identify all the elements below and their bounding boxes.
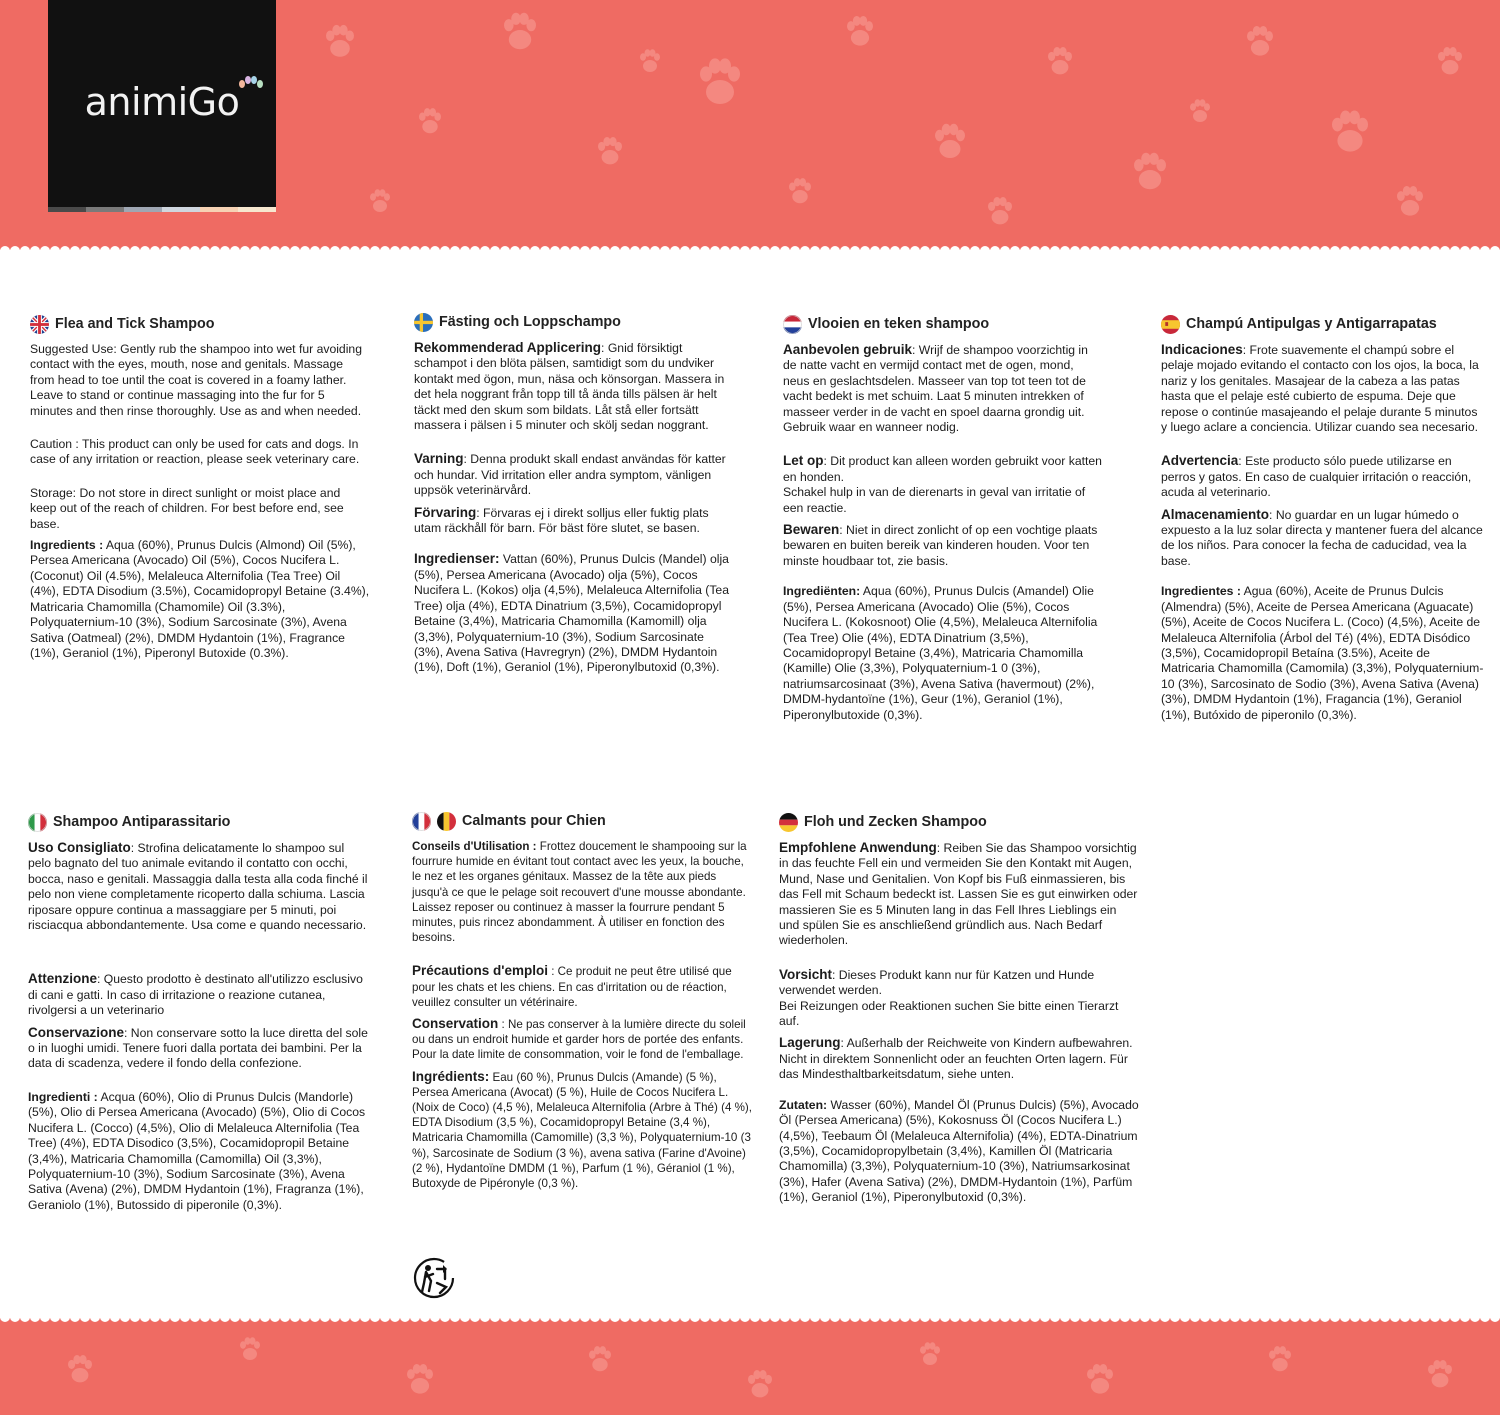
paw-print-icon <box>1091 1378 1109 1394</box>
section-heading <box>28 813 368 832</box>
paw-print-icon <box>792 190 807 203</box>
paw-pattern <box>0 1318 1500 1415</box>
paw-print-icon <box>956 130 965 141</box>
warning-text: Précautions d'emploi : Ce produit ne peut être utilisé que pour les chats et les chiens. En cas d'irritation ou de réaction, veuillez consulter un vétérinaire. <box>412 963 732 1009</box>
paw-print-icon <box>1065 52 1072 61</box>
paw-print-icon <box>1337 130 1362 152</box>
paw-print-icon <box>615 142 622 151</box>
paw-print-icon <box>434 113 441 121</box>
paw-print-icon <box>509 30 531 49</box>
ingredients-text: Ingrédients: Eau (60 %), Prunus Dulcis (Amande) (5 %), Persea Americana (Avocat) (5 %), Huile de Cocos Nucifera L. (Noix de Coco) (4,5 %), Melaleuca Alternifolia (Arbre à Thé) (4 %), EDTA Disodium (3,5 %), Cocamidopropyl Betaine (3,4 %), Matricaria Chamomilla (Camomille) (3,3 %), Polyquaternium-10 (3 %), Sarcosinate de Sodium (3 %), avena sativa (Farine d'Avoine) (2 %), Hydantoïne DMDM (1 %), Parfum (1 %), Géraniol (1 %), Butoxyde de Pipéronyle (0,3 %). <box>412 1068 752 1191</box>
paw-print-icon <box>992 210 1009 224</box>
storage-text: Bewaren: Niet in direct zonlicht of op een vochtige plaats bewaren en buiten bereik van kinderen houden. Voor ten minste houdbaar tot, zie basis. <box>783 522 1098 568</box>
paw-print-icon <box>1455 52 1462 61</box>
paw-print-icon <box>728 66 740 81</box>
paw-print-icon <box>940 140 961 158</box>
paw-print-icon <box>654 53 660 61</box>
ingredients-text: Ingredients : Aqua (60%), Prunus Dulcis (Almond) Oil (5%), Persea Americana (Avocado) Oil (5%), Cocos Nucifera L. (Coconut) Oil (4.5%), Melaleuca Alternifolia (Tea Tree) Oil (4%), EDTA Disodium (3.5%), Cocamidopropyl Betaine (3.4%), Matricaria Chamomilla (Chamomile) Oil (3.3%), Polyquaternium-10 (3%), Sodium Sarcosinate (3%), Avena Sativa (Oatmeal) (2%), DMDM Hydantoin (1%), Fragrance (1%), Geraniol (1%), Piperonyl Butoxide (0.3%). <box>30 538 370 660</box>
paw-print-icon <box>85 1360 92 1369</box>
section-dutch <box>783 315 1103 723</box>
paw-print-icon <box>1432 1373 1449 1387</box>
usage-text: Aanbevolen gebruik: Wrijf de shampoo voorzichtig in de natte vacht en vermijd contact met de ogen, mond, neus en geslachtsdelen. Masseer van top tot teen tot de vacht bedekt is met schuim. Laat 5 minuten intrekken of masseer verder in de vacht en spoel daarna grondig uit. Gebruik waar en wanneer nodig. <box>783 342 1088 435</box>
warning-text: Let op: Dit product kan alleen worden gebruikt voor katten en honden. <box>783 453 1102 484</box>
paw-print-icon <box>643 60 657 72</box>
paw-print-icon <box>752 1383 769 1397</box>
paw-print-icon <box>330 40 350 57</box>
section-french <box>412 812 752 1191</box>
paw-print-icon <box>1272 1358 1287 1371</box>
section-swedish <box>414 313 734 676</box>
sweden-flag-icon <box>414 313 433 332</box>
paw-print-icon <box>602 150 619 164</box>
storage-text: Conservazione: Non conservare sotto la luce diretta del sole o in luoghi umidi. Tenere fuori dalla portata dei bambini. Per la data di scadenza, vedere il fondo della confezione. <box>28 1024 368 1071</box>
storage-text: Storage: Do not store in direct sunlight or moist place and keep out of the reach of children. For best before end, see base. <box>30 485 344 531</box>
paw-print-icon <box>1265 31 1273 41</box>
section-heading <box>783 315 1103 334</box>
storage-text: Förvaring: Förvaras ej i direkt solljus eller fuktig plats utam räckhåll för barn. För bäst före slutet, se basen. <box>414 504 709 536</box>
section-title: Shampoo Antiparassitario <box>53 813 231 830</box>
paw-print-icon <box>923 1353 937 1365</box>
section-german <box>779 813 1139 1206</box>
triman-recycling-icon <box>413 1257 457 1299</box>
paw-print-icon <box>254 1341 260 1349</box>
paw-print-icon <box>851 30 869 46</box>
usage-text: Empfohlene Anwendung: Reiben Sie das Shampoo vorsichtig in das feuchte Fell ein und vermeiden Sie den Kontakt mit Augen, Mund, Nase und Genitalien. Von Kopf bis Fuß einmassieren, bis das Fell mit Schaum bedeckt ist. Lassen Sie es gut einwirken oder massieren Sie es 5 Minuten lang in das Fell Ihres Lieblings ein und spülen Sie es anschließend gründlich aus. Nach Bedarf wiederholen. <box>779 840 1138 948</box>
paw-print-icon <box>1357 118 1368 132</box>
ingredients-text: Ingrediënten: Aqua (60%), Prunus Dulcis (Amandel) Olie (5%), Persea Americana (Avocado) Olie (5%), Cocos Nucifera L. (Kokosnoot) Olie (4,5%), Melaleuca Alternifolia (Tea Tree) Olie (4%), EDTA Dinatrium (3,5%), Cocamidopropyl Betaine (3,4%), Matricaria Chamomilla (Kamille) Olie (3,3%), Polyquaternium-1 0 (3%), natriumsarcosinaat (3%), Avena Sativa (havermout) (2%), DMDM-hydantoïne (1%), Geur (1%), Geraniol (1%), Piperonylbutoxide (0,3%). <box>783 584 1098 722</box>
paw-print-icon <box>1105 1369 1113 1379</box>
warning-text: Attenzione: Questo prodotto è destinato all'utilizzo esclusivo di cani e gatti. In caso di irritazione o reazione cutanea, rivolgersi a un veterinario <box>28 971 363 1018</box>
paw-print-icon <box>1284 1351 1291 1359</box>
warning-text: Varning: Denna produkt skall endast användas för katter och hundar. Vid irritation eller andra symptom, vänligen uppsök veterinärvård. <box>414 451 726 498</box>
storage-text: Lagerung: Außerhalb der Reichweite von Kindern aufbewahren. Nicht in direktem Sonnenlicht oder an feuchten Orten lagern. Für das Mindesthaltbarkeitsdatum, siehe unten. <box>779 1035 1133 1082</box>
warning-text-2: Schakel hulp in van de dierenarts in geval van irritatie of een reactie. <box>783 485 1086 515</box>
france-flag-icon <box>412 812 431 831</box>
paw-print-icon <box>1251 40 1269 56</box>
ingredients-text: Ingredienser: Vattan (60%), Prunus Dulcis (Mandel) olja (5%), Persea Americana (Avocado) olja (5%), Cocos Nucifera L. (Kokos) olja (4,5%), Melaleuca Alternifolia (Tea Tree) olja (4%), EDTA Dinatrium (3,5%), Cocamidopropyl Betaine (3,4%), Matricaria Chamomilla (Kamomill) olja (3,3%), Polyquaternium-10 (3%), Sodium Sarcosinate (3%), Avena Sativa (Havregryn) (2%), DMDM Hydantoin (1%), Doft (1%), Geraniol (1%), Piperonylbutoxid (0,3%). <box>414 551 729 675</box>
paw-print-icon <box>1139 170 1161 189</box>
paw-print-icon <box>72 1368 89 1382</box>
section-title: Champú Antipulgas y Antigarrapatas <box>1186 315 1437 332</box>
paw-print-icon <box>804 183 811 191</box>
paw-print-icon <box>865 21 873 31</box>
section-heading <box>414 313 734 332</box>
section-english <box>30 315 370 661</box>
section-heading <box>1161 315 1486 334</box>
paw-print-icon <box>1204 103 1210 111</box>
section-spanish <box>1161 315 1486 723</box>
spain-flag-icon <box>1161 315 1180 334</box>
caution-text: Caution : This product can only be used for cats and dogs. In case of any irritation or reaction, please seek veterinary care. <box>30 437 360 467</box>
paw-print-icon <box>1415 191 1423 201</box>
paw-icon <box>238 75 264 91</box>
usage-text: Indicaciones: Frote suavemente el champú sobre el pelaje mojado evitando el contacto con los ojos, la boca, la nariz y los genitales. Masajear de la cabeza a las patas hasta que el pelaje esté cubierto de espuma. Deje que repose o continúe masajeando el pelaje durante 5 minutos y luego aclare a conciencia. Utilizar cuando sea necesario. <box>1161 342 1479 435</box>
uk-flag-icon <box>30 315 49 334</box>
paw-print-icon <box>411 1378 429 1394</box>
belgium-flag-icon <box>437 812 456 831</box>
paw-print-icon <box>384 193 390 201</box>
paw-print-icon <box>425 1369 433 1379</box>
section-heading <box>412 812 752 831</box>
paw-print-icon <box>706 80 734 104</box>
germany-flag-icon <box>779 813 798 832</box>
usage-text: Conseils d'Utilisation : Frottez doucement le shampooing sur la fourrure humide en évitant tout contact avec les yeux, la bouche, le nez et les organes génitaux. Massez de la tête aux pieds jusqu'à ce que le pelage soit recouvert d'une mousse abondante. Laissez reposer ou continuez à masser la fourrure pendant 5 minutes, puis rincez abondamment. À utiliser en fonction des besoins. <box>412 840 747 945</box>
section-heading <box>30 315 370 334</box>
paw-print-icon <box>1005 202 1012 211</box>
brand-logo-text: animiGo <box>84 80 240 124</box>
paw-print-icon <box>373 200 387 212</box>
paw-print-icon <box>1052 60 1069 74</box>
section-italian <box>28 813 368 1213</box>
section-heading <box>779 813 1139 832</box>
scallop-edge <box>0 1318 1500 1331</box>
section-title: Calmants pour Chien <box>462 812 606 829</box>
warning-text: Advertencia: Este producto sólo puede utilizarse en perros y gatos. En caso de cualquier irritación o reacción, acuda al veterinario. <box>1161 453 1472 500</box>
paw-print-icon <box>934 1346 940 1354</box>
warning-text: Vorsicht: Dieses Produkt kann nur für Katzen und Hunde verwendet werden. <box>779 966 1095 998</box>
ingredients-text: Zutaten: Wasser (60%), Mandel Öl (Prunus Dulcis) (5%), Avocado Öl (Persea Americana) (5%), Kokosnuss Öl (Cocos Nucifera L.) (4,5%), Teebaum Öl (Melaleuca Alternifolia) (4%), EDTA-Dinatrium (3,5%), Cocamidopropylbetain (3,4%), Kamillen Öl (Matricaria Chamomilla) (3,3%), Polyquaternium-10 (3%), Natriumsarkosinat (3%), Hafer (Avena Sativa) (2%), DMDM-Hydantoin (1%), Parfüm (1%), Geraniol (1%), Piperonylbutoxid (0,3%). <box>779 1097 1139 1205</box>
section-title: Flea and Tick Shampoo <box>55 315 215 332</box>
italy-flag-icon <box>28 813 47 832</box>
bottom-banner <box>0 1318 1500 1415</box>
netherlands-flag-icon <box>783 315 802 334</box>
paw-print-icon <box>243 1348 257 1360</box>
paw-print-icon <box>422 120 437 133</box>
storage-text: Almacenamiento: No guardar en un lugar húmedo o expuesto a la luz solar directa y mantener fuera del alcance de los niños. Para conocer la fecha de caducidad, vea la base. <box>1161 506 1483 568</box>
warning-text-2: Bei Reizungen oder Reaktionen suchen Sie bitte einen Tierarzt auf. <box>779 998 1119 1029</box>
brand-logo-box <box>48 0 276 212</box>
paw-print-icon <box>1193 110 1207 122</box>
section-title: Floh und Zecken Shampoo <box>804 813 987 830</box>
paw-print-icon <box>1156 159 1166 171</box>
brand-color-stripes <box>48 207 276 212</box>
usage-text: Suggested Use: Gently rub the shampoo into wet fur avoiding contact with the eyes, mouth, nose and genitals. Massage from head to toe until the coat is covered in a foamy lather. Leave to stand or continue massaging into the fur for 5 minutes and then rinse thoroughly. Use as and when needed. <box>30 342 362 418</box>
paw-print-icon <box>526 19 536 31</box>
usage-text: Uso Consigliato: Strofina delicatamente lo shampoo sul pelo bagnato del tuo animale evitando il contatto con occhi, bocca, naso e genitali. Massaggia dalla testa alla coda finché il pelo non viene completamente ricoperto dalla schiuma. Lascia riposare oppure continua a massaggiare per 5 minuti, poi risciacqua abbondantemente. Usa come e quando necessario. <box>28 840 368 933</box>
paw-print-icon <box>1445 1365 1452 1374</box>
usage-text: Rekommenderad Applicering: Gnid försiktigt schampot i den blöta pälsen, samtidigt som du undviker kontakt med ögon, mun, näsa och könsorgan. Massera in det hela noggrant från topp till tå ända tills pälsen är helt täckt med den skum som bildats. Låt stå eller fortsätt massera i pälsen i 5 minuter och skölj sedan noggrant. <box>414 340 725 433</box>
ingredients-text: Ingredienti : Acqua (60%), Olio di Prunus Dulcis (Mandorle) (5%), Olio di Persea Americana (Avocado) (5%), Olio di Cocos Nucifera L. (Cocco) (4,5%), Olio di Melaleuca Alternifolia (Tea Tree) (4%), EDTA Disodico (3,5%), Cocamidopropil Betaine (3,4%), Matricaria Chamomilla (Camomilla) Oil (3,3%), Polyquaternium-10 (3%), Sodium Sarcosinate (3%), Avena Sativa (Avena) (2%), DMDM Hydantoin (1%), Fragranza (1%), Geraniolo (1%), Butossido di piperonile (0,3%). <box>28 1089 366 1212</box>
paw-print-icon <box>346 30 354 41</box>
section-title: Vlooien en teken shampoo <box>808 315 990 332</box>
paw-print-icon <box>592 1358 607 1371</box>
scallop-edge <box>0 237 1500 250</box>
paw-print-icon <box>604 1351 611 1359</box>
paw-print-icon <box>765 1375 772 1384</box>
storage-text: Conservation : Ne pas conserver à la lumière directe du soleil ou dans un endroit humide et garder hors de portée des enfants. Pour la date limite de consommation, voir le fond de l'emballage. <box>412 1016 746 1062</box>
paw-print-icon <box>1401 200 1419 216</box>
section-title: Fästing och Loppschampo <box>439 313 621 330</box>
ingredients-text: Ingredientes : Agua (60%), Aceite de Prunus Dulcis (Almendra) (5%), Aceite de Persea Americana (Aguacate) (5%), Aceite de Cocos Nucifera L. (Coco) (4,5%), Aceite de Melaleuca Alternifolia (Árbol del Té) (4%), EDTA Disódico (3,5%), Cocamidopropil Betaína (3.5%), Aceite de Matricaria Chamomilla (Camomila) (3,3%), Polyquaternium-10 (3%), Sarcosinato de Sodio (3%), Avena Sativa (Avena) (3%), DMDM Hydantoin (1%), Fragancia (1%), Geraniol (1%), Butóxido de piperonilo (0,3%). <box>1161 584 1484 722</box>
paw-print-icon <box>1442 60 1459 74</box>
